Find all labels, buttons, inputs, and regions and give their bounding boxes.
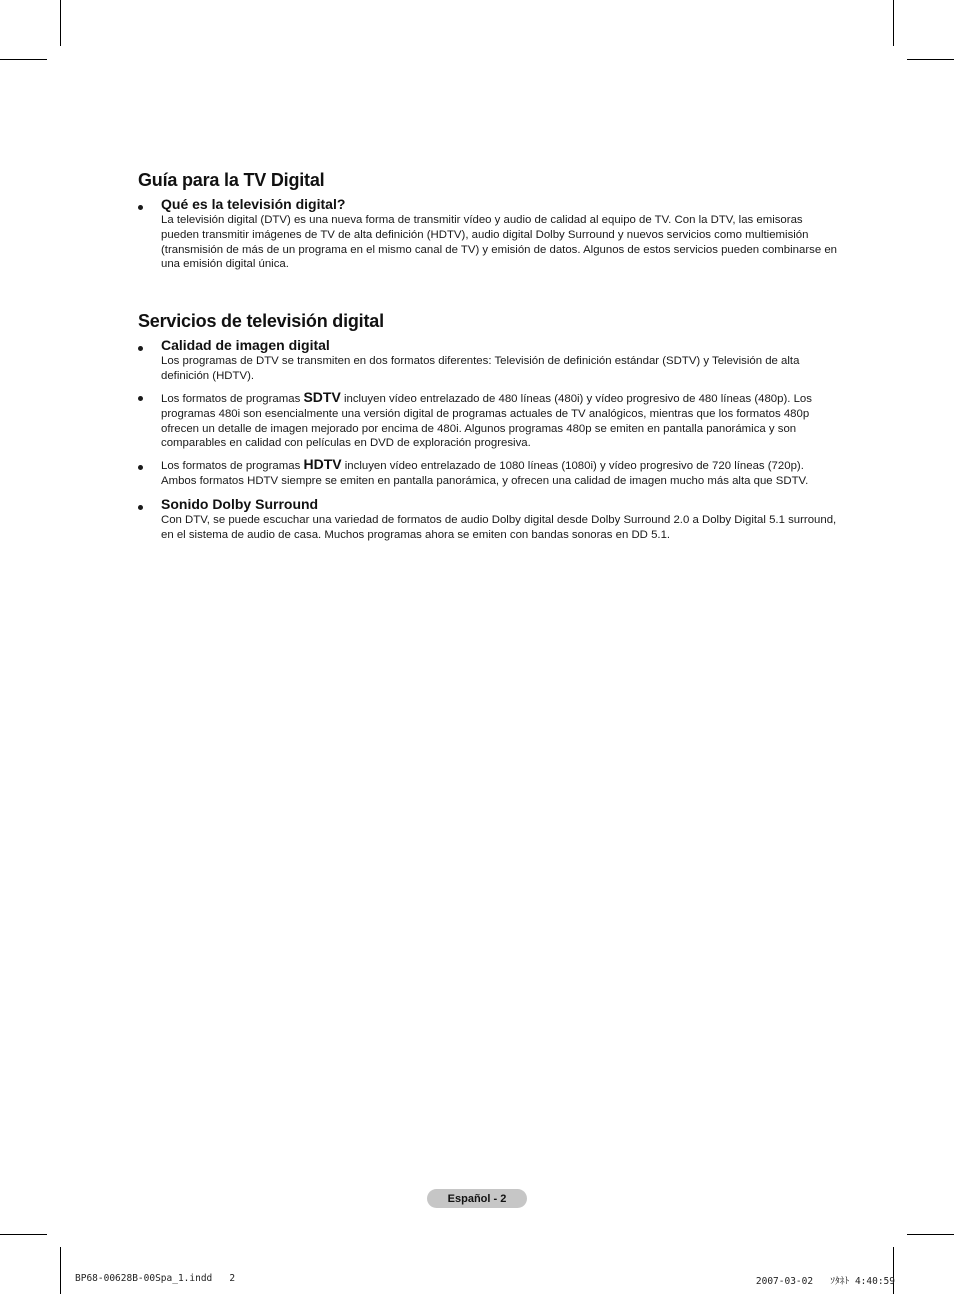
bullet-icon — [138, 396, 143, 401]
print-slug-timestamp: 2007-03-02 ｿﾀﾈﾄ 4:40:59 — [755, 1276, 895, 1287]
crop-mark — [60, 0, 61, 46]
bullet-icon — [138, 465, 143, 470]
crop-mark — [907, 59, 954, 60]
print-slug-file: BP68-00628B-00Spa_1.indd 2 — [75, 1273, 236, 1284]
item-body — [161, 390, 841, 451]
crop-mark — [0, 59, 47, 60]
item-title: Qué es la televisión digital? — [161, 196, 346, 212]
item-text: incluyen vídeo entrelazado de 480 líneas (480i) y vídeo progresivo de 480 líneas (480p). Los programas 480i son esencialmente una versión digital de programas actuales de TV analógicos, mientras que los formatos 480p ofrecen un detalle de imagen mejorado por encima de 480i. Algunos programas 480p se emiten en pantalla panorámica y son comparables en calidad con películas en DVD de exploración progresiva. — [161, 393, 812, 450]
item-term: SDTV — [303, 389, 341, 405]
item-text: incluyen vídeo entrelazado de 1080 líneas (1080i) y vídeo progresivo de 720 líneas (720p). Ambos formatos HDTV siempre se emiten en pantalla panorámica, y ofrecen una calidad de imagen mucho más alta que SDTV. — [161, 460, 809, 487]
page-number-label: Español - 2 — [447, 1192, 507, 1205]
page-number-badge — [427, 1189, 527, 1208]
item-lead: Los formatos de programas — [161, 393, 301, 405]
crop-mark — [0, 1234, 47, 1235]
section-title-dtv-services: Servicios de televisión digital — [138, 311, 384, 331]
crop-mark — [893, 0, 894, 46]
item-body — [161, 457, 841, 489]
bullet-icon — [138, 346, 143, 351]
bullet-icon — [138, 205, 143, 210]
item-title: Sonido Dolby Surround — [161, 496, 319, 512]
item-body: Con DTV, se puede escuchar una variedad de formatos de audio Dolby digital desde Dolby Surround 2.0 a Dolby Digital 5.1 surround, en el sistema de audio de casa. Muchos programas ahora se emiten con bandas sonoras en DD 5.1. — [161, 514, 837, 541]
item-body: La televisión digital (DTV) es una nueva forma de transmitir vídeo y audio de calidad al equipo de TV. Con la DTV, las emisoras pueden transmitir imágenes de TV de alta definición (HDTV), audio digital Dolby Surround y nuevos servicios como multiemisión (transmisión de más de un programa en el mismo canal de TV) y emisión de datos. Algunos de estos servicios pueden combinarse en una emisión digital única. — [161, 214, 837, 271]
crop-mark — [907, 1234, 954, 1235]
section-title-dtv-guide: Guía para la TV Digital — [138, 170, 325, 190]
bullet-icon — [138, 505, 143, 510]
crop-mark — [60, 1247, 61, 1294]
item-body: Los programas de DTV se transmiten en dos formatos diferentes: Televisión de definición estándar (SDTV) y Televisión de alta definición (HDTV). — [161, 355, 800, 382]
item-term: HDTV — [303, 456, 342, 472]
item-title: Calidad de imagen digital — [161, 337, 330, 353]
item-lead: Los formatos de programas — [161, 460, 301, 472]
